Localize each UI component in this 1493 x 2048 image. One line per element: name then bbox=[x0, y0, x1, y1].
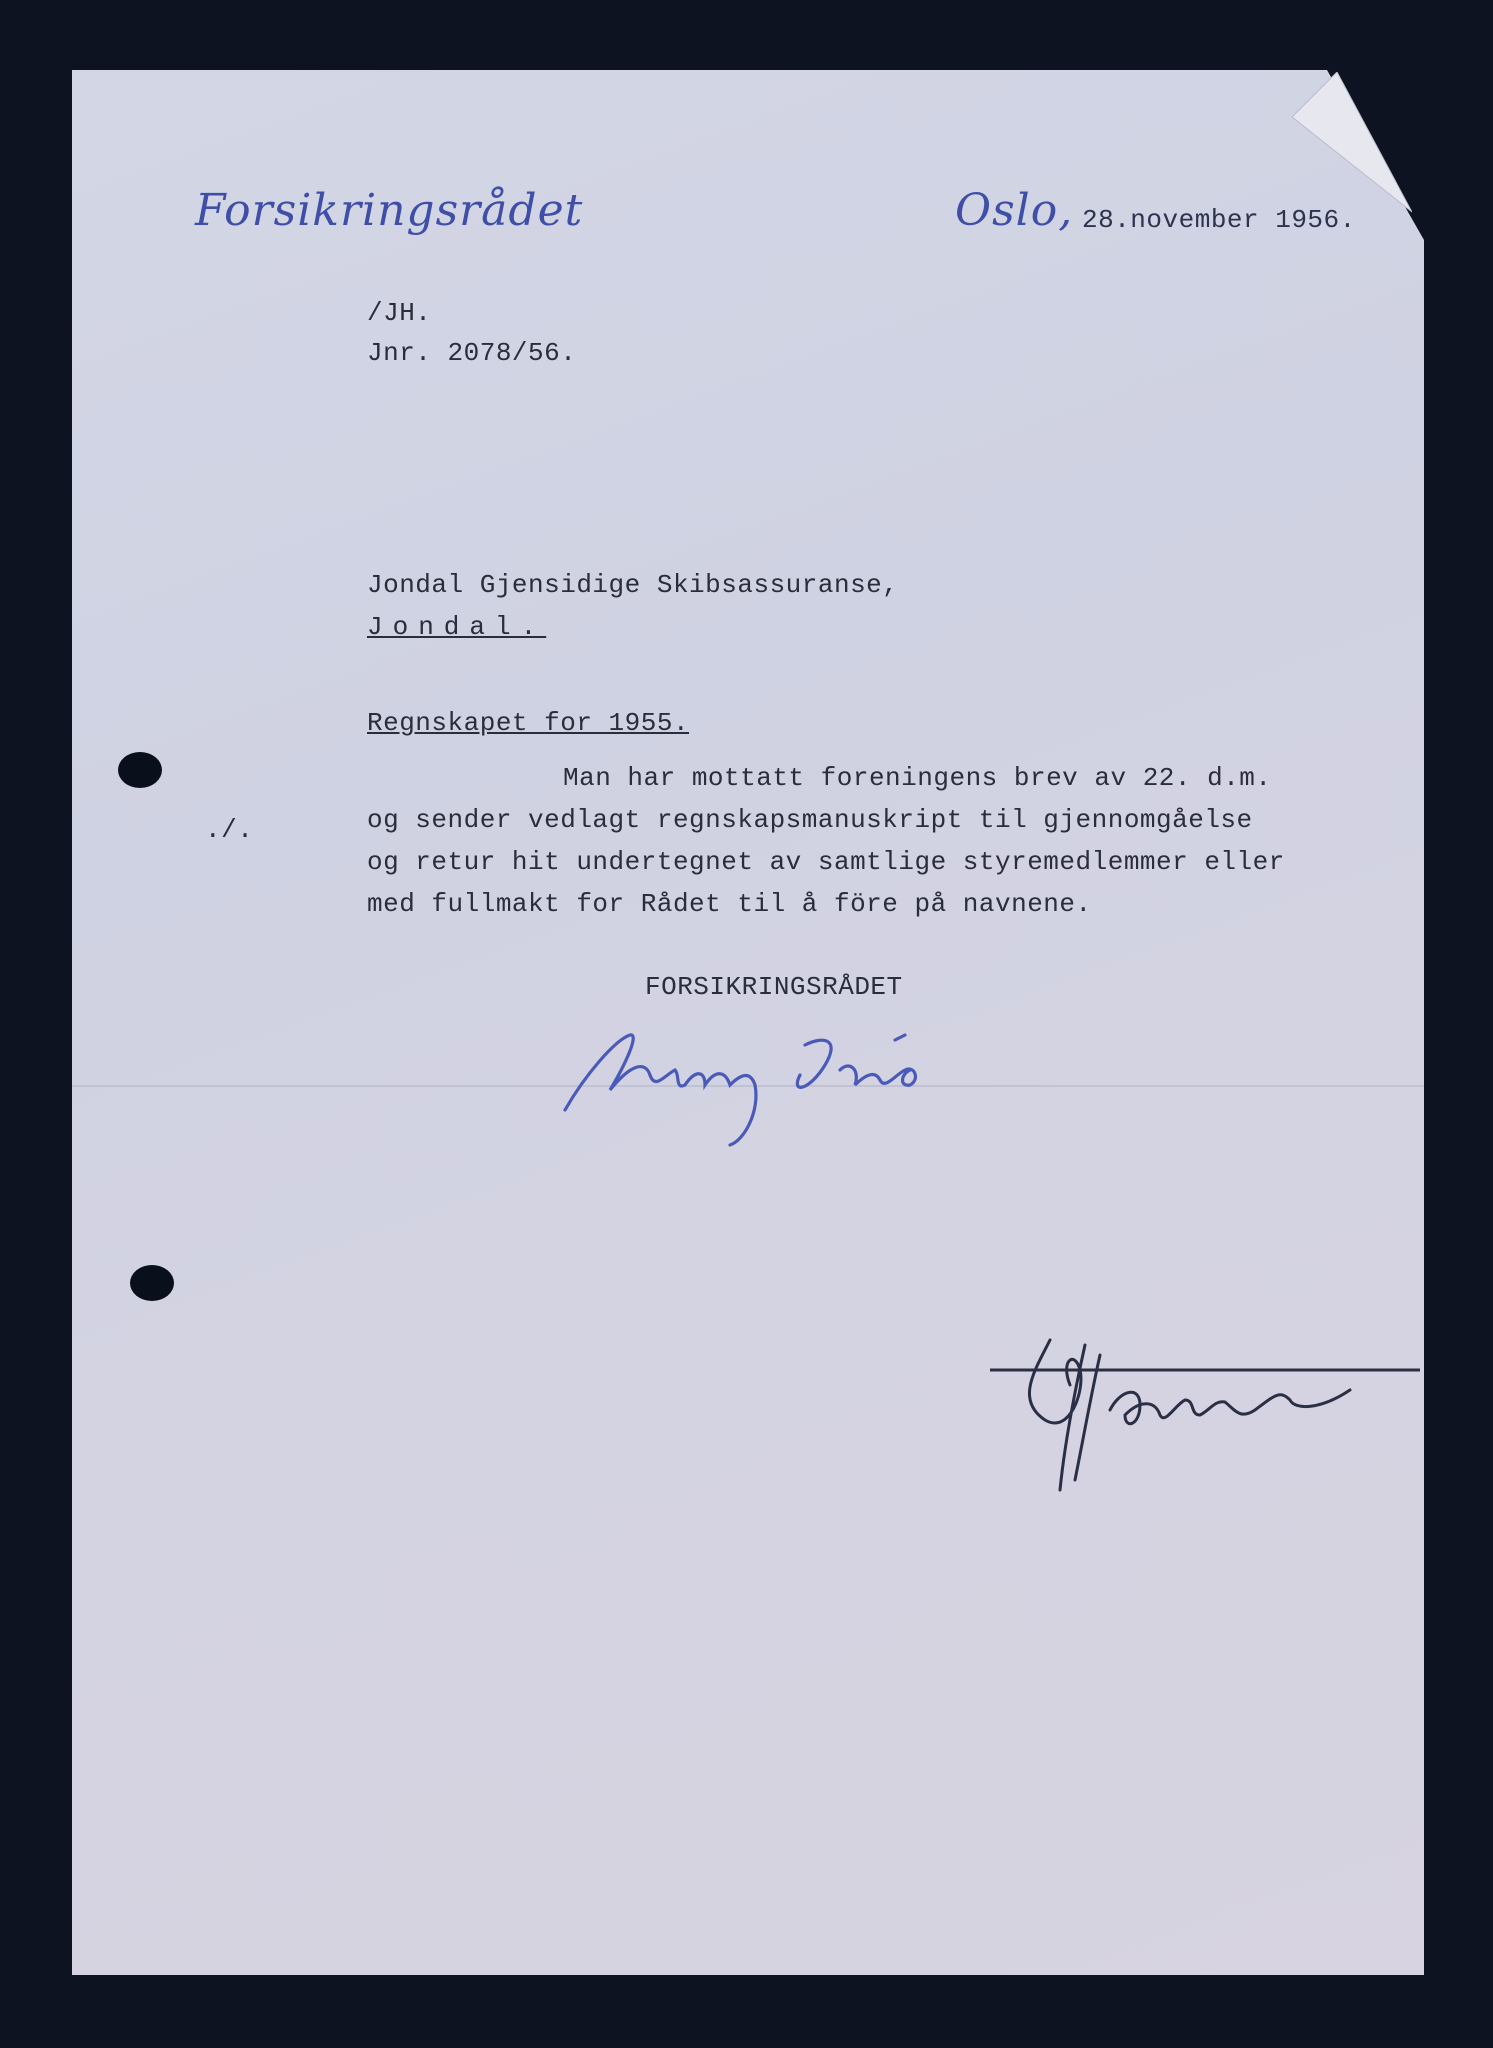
punch-hole bbox=[130, 1265, 174, 1301]
letterhead-city: Oslo, bbox=[955, 185, 1074, 236]
body-line: Man har mottatt foreningens brev av 22. d.m. bbox=[563, 763, 1272, 793]
folded-corner bbox=[1292, 72, 1412, 222]
letter-subject: Regnskapet for 1955. bbox=[367, 708, 690, 738]
handwritten-signature bbox=[555, 1015, 955, 1155]
recipient-name: Jondal Gjensidige Skibsassuranse, bbox=[367, 570, 899, 600]
handwritten-signature bbox=[990, 1330, 1420, 1510]
letter-date: 28.november 1956. bbox=[1082, 205, 1356, 235]
reference-initials: /JH. bbox=[367, 298, 432, 328]
body-line: og sender vedlagt regnskapsmanuskript til gjennomgåelse bbox=[367, 805, 1253, 835]
punch-hole bbox=[118, 752, 162, 788]
recipient-place: Jondal. bbox=[367, 612, 547, 642]
body-line: og retur hit undertegnet av samtlige styremedlemmer eller bbox=[367, 847, 1285, 877]
journal-number: Jnr. 2078/56. bbox=[367, 338, 577, 368]
enclosure-mark: ./. bbox=[205, 815, 254, 845]
body-line: med fullmakt for Rådet til å före på navnene. bbox=[367, 889, 1092, 919]
letterhead-organization: Forsikringsrådet bbox=[195, 185, 584, 236]
signature-organization: FORSIKRINGSRÅDET bbox=[645, 972, 903, 1002]
